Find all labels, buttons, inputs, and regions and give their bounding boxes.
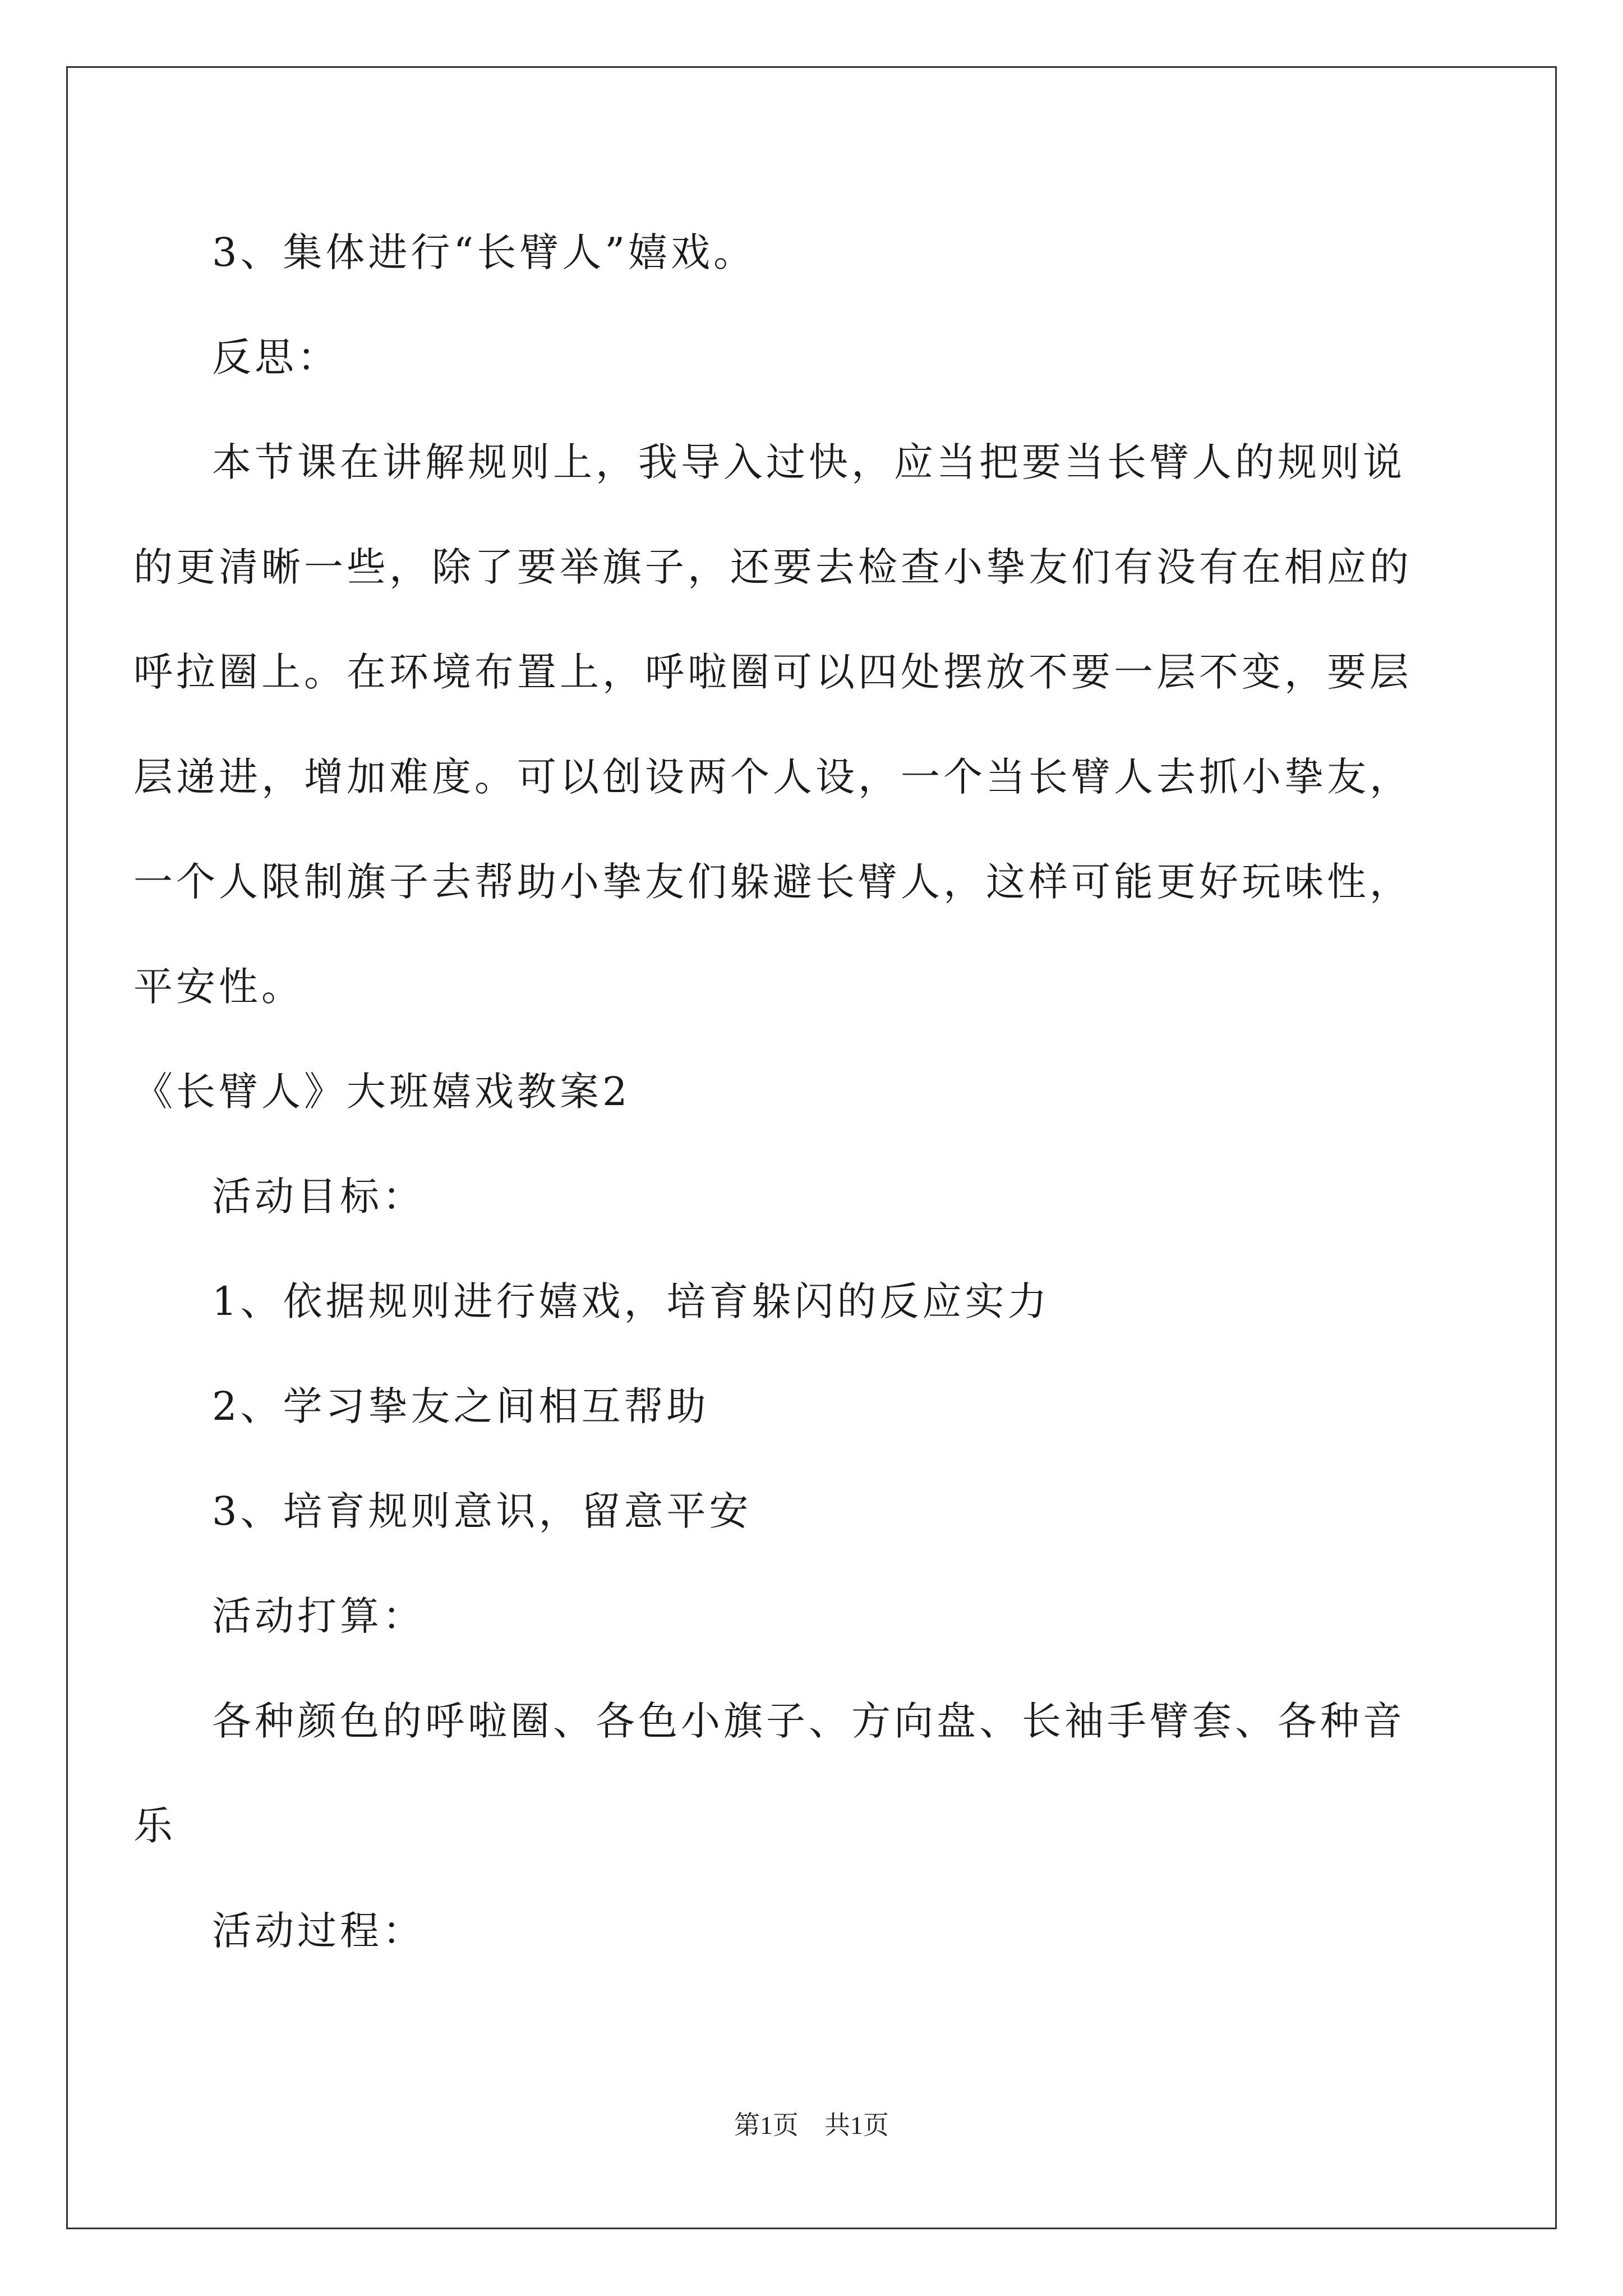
paragraph-reflection-line-4: 层递进，增加难度。可以创设两个人设，一个当长臂人去抓小挚友， (133, 754, 1412, 800)
paragraph-reflection-line-2: 的更清晰一些，除了要举旗子，还要去检查小挚友们有没有在相应的 (133, 544, 1412, 590)
paragraph-reflection-line-3: 呼拉圈上。在环境布置上，呼啦圈可以四处摆放不要一层不变，要层 (133, 649, 1412, 695)
section-title: 《长臂人》大班嬉戏教案2 (133, 1069, 631, 1115)
paragraph-reflection-line-5: 一个人限制旗子去帮助小挚友们躲避长臂人，这样可能更好玩味性， (133, 859, 1412, 905)
paragraph-process-heading: 活动过程： (212, 1908, 425, 1954)
paragraph-preparation-line-1: 各种颜色的呼啦圈、各色小旗子、方向盘、长袖手臂套、各种音 (212, 1698, 1405, 1744)
paragraph-reflection-line-1: 本节课在讲解规则上，我导入过快，应当把要当长臂人的规则说 (212, 439, 1405, 485)
paragraph-goals-heading: 活动目标： (212, 1174, 425, 1220)
page-number-footer: 第1页 共1页 (734, 2111, 889, 2139)
paragraph-reflection-line-6: 平安性。 (133, 964, 304, 1010)
paragraph-goal-3: 3、培育规则意识，留意平安 (212, 1488, 752, 1534)
paragraph-preparation-heading: 活动打算： (212, 1593, 425, 1639)
paragraph-reflection-heading: 反思： (212, 334, 340, 380)
paragraph-goal-1: 1、依据规则进行嬉戏，培育躲闪的反应实力 (212, 1278, 1050, 1324)
paragraph-preparation-line-2: 乐 (133, 1803, 176, 1849)
paragraph-goal-2: 2、学习挚友之间相互帮助 (212, 1383, 709, 1429)
paragraph-game-step-3: 3、集体进行“长臂人”嬉戏。 (212, 229, 757, 275)
